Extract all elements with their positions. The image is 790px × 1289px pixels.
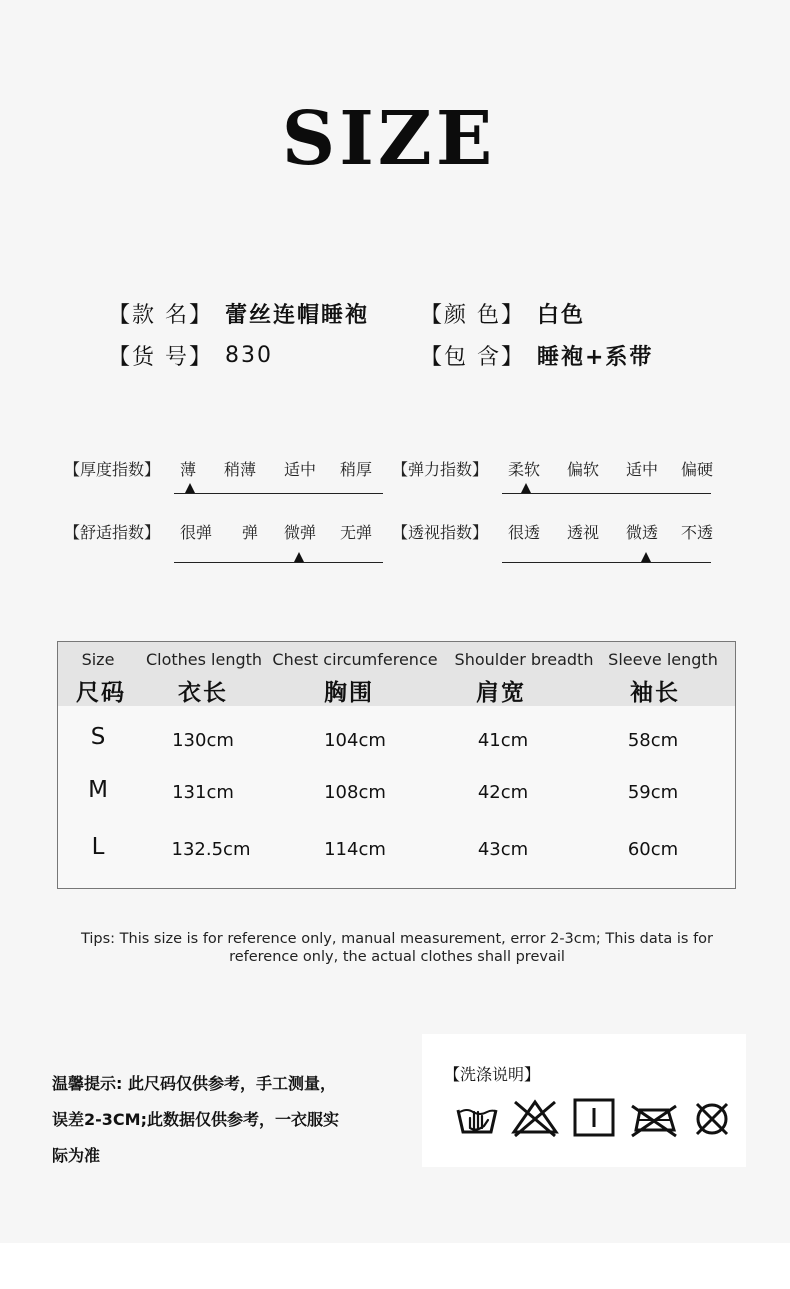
line-dry-icon	[572, 1098, 616, 1138]
product-color-label: 【颜 色】	[420, 303, 525, 328]
elasticity-option: 柔软	[508, 460, 541, 479]
elasticity-scale-line	[502, 493, 711, 494]
comfort-option: 弹	[242, 523, 259, 542]
warm-tip	[52, 1066, 392, 1174]
thickness-index-label: 【厚度指数】	[64, 460, 161, 479]
product-color-value: 白色	[537, 303, 586, 328]
comfort-option: 无弹	[340, 523, 373, 542]
product-name-label: 【款 名】	[108, 303, 213, 328]
header-sleeve-zh: 袖长	[630, 680, 680, 706]
comfort-option: 很弹	[180, 523, 213, 542]
comfort-option: 微弹	[284, 523, 317, 542]
page-title: SIZE	[281, 96, 497, 182]
thickness-index	[64, 457, 384, 517]
product-contents-label: 【包 含】	[420, 345, 525, 370]
elasticity-marker	[521, 483, 531, 493]
hand-wash-icon	[455, 1098, 499, 1138]
header-shoulder-zh: 肩宽	[476, 680, 526, 706]
no-bleach-icon	[510, 1098, 560, 1138]
warm-tip-line: 际为准	[52, 1146, 101, 1165]
warm-tip-line: 误差2-3CM;此数据仅供参考，一衣服实	[52, 1110, 339, 1129]
product-code-label: 【货 号】	[108, 345, 213, 370]
transparency-index	[392, 520, 722, 580]
table-cell: 59cm	[627, 782, 679, 803]
table-cell: 114cm	[324, 839, 386, 860]
no-iron-icon	[628, 1098, 680, 1138]
comfort-marker	[294, 552, 304, 562]
product-name-row	[108, 298, 369, 329]
thickness-option: 适中	[284, 460, 317, 479]
elasticity-index-label: 【弹力指数】	[392, 460, 489, 479]
size-table	[57, 641, 736, 889]
wash-title: 【洗涤说明】	[444, 1065, 541, 1084]
product-contents-row	[420, 340, 653, 371]
table-cell: 43cm	[477, 839, 529, 860]
transparency-marker	[641, 552, 651, 562]
thickness-option: 稍薄	[224, 460, 257, 479]
comfort-scale-line	[174, 562, 383, 563]
header-size-zh: 尺码	[76, 680, 126, 706]
size-table-header	[58, 642, 735, 706]
header-chest-zh: 胸围	[324, 680, 374, 706]
table-cell: 104cm	[324, 730, 386, 751]
table-cell: 132.5cm	[171, 839, 251, 860]
product-code-value: 830	[225, 343, 273, 368]
tips-line: Tips: This size is for reference only, manual measurement, error 2-3cm; This data is for	[80, 931, 714, 947]
product-code-row	[108, 340, 273, 371]
wash-instructions	[422, 1034, 746, 1167]
transparency-index-label: 【透视指数】	[392, 523, 489, 542]
table-cell-size: S	[90, 724, 106, 750]
thickness-option: 薄	[180, 460, 197, 479]
table-cell: 130cm	[172, 730, 234, 751]
transparency-option: 微透	[626, 523, 659, 542]
elasticity-option: 适中	[626, 460, 659, 479]
transparency-scale-line	[502, 562, 711, 563]
header-size-en: Size	[81, 650, 115, 669]
header-length-en: Clothes length	[145, 650, 263, 669]
comfort-index-label: 【舒适指数】	[64, 523, 161, 542]
thickness-marker	[185, 483, 195, 493]
thickness-option: 稍厚	[340, 460, 373, 479]
table-cell: 42cm	[477, 782, 529, 803]
no-dry-clean-icon	[692, 1098, 732, 1138]
thickness-scale-line	[174, 493, 383, 494]
product-contents-value: 睡袍+系带	[537, 345, 654, 370]
table-cell: 60cm	[627, 839, 679, 860]
comfort-index	[64, 520, 384, 580]
table-cell: 58cm	[627, 730, 679, 751]
product-name-value: 蕾丝连帽睡袍	[225, 303, 370, 328]
header-length-zh: 衣长	[178, 680, 228, 706]
elasticity-option: 偏硬	[681, 460, 714, 479]
header-chest-en: Chest circumference	[272, 650, 438, 669]
table-cell: 131cm	[172, 782, 234, 803]
tips-line: reference only, the actual clothes shall prevail	[229, 949, 565, 965]
table-cell-size: M	[88, 777, 108, 803]
product-color-row	[420, 298, 585, 329]
header-shoulder-en: Shoulder breadth	[454, 650, 594, 669]
tips-text	[70, 930, 724, 966]
transparency-option: 很透	[508, 523, 541, 542]
warm-tip-line: 温馨提示: 此尺码仅供参考，手工测量，	[52, 1074, 336, 1093]
header-sleeve-en: Sleeve length	[608, 650, 718, 669]
table-cell: 41cm	[477, 730, 529, 751]
table-cell-size: L	[91, 834, 105, 860]
transparency-option: 透视	[567, 523, 600, 542]
elasticity-index	[392, 457, 722, 517]
elasticity-option: 偏软	[567, 460, 600, 479]
table-cell: 108cm	[324, 782, 386, 803]
transparency-option: 不透	[681, 523, 714, 542]
